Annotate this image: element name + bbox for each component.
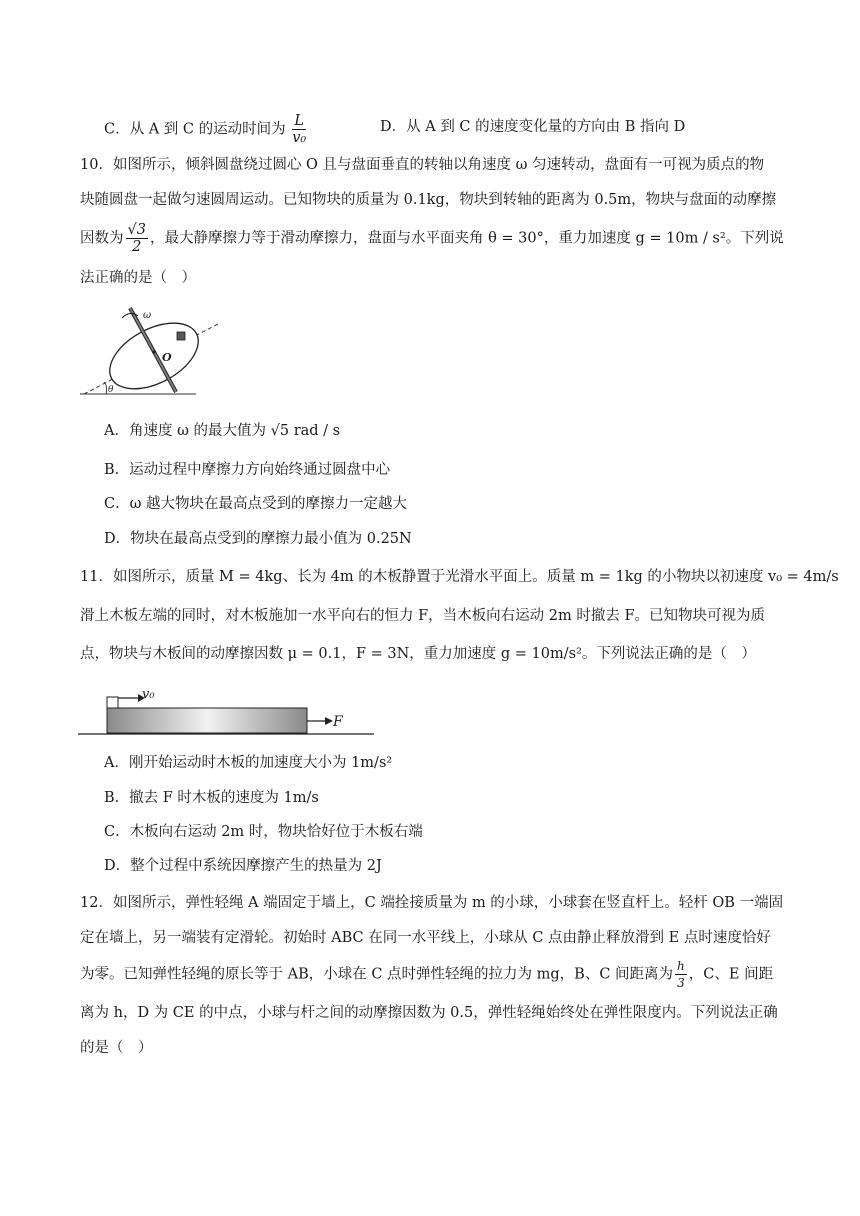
q10-stem-line-3 [80,222,784,255]
q10-stem-text: 因数为 [80,230,124,247]
theta-label: θ [108,385,114,395]
q10-figure [78,300,223,398]
q11-option-c: C．木板向右运动 2m 时，物块恰好位于木板右端 [104,824,423,840]
omega-label: ω [143,310,152,321]
q9-option-c-text: C．从 A 到 C 的运动时间为 [104,121,286,138]
q12-stem-line-3 [80,958,773,991]
q11-stem-line-2: 滑上木板左端的同时，对木板施加一水平向右的恒力 F，当木板向右运动 2m 时撤去 F。已知物块可视为质 [80,608,766,624]
force-label: F [333,714,343,730]
q11-stem-line-1: 11．如图所示，质量 M = 4kg、长为 4m 的木板静置于光滑水平面上。质量 m = 1kg 的小物块以初速度 v₀ = 4m/s [80,569,839,585]
q10-option-b: B．运动过程中摩擦力方向始终通过圆盘中心 [104,462,391,478]
v0-label: v₀ [142,687,155,702]
wooden-board [107,708,307,733]
q9-option-c [104,113,308,146]
q12-stem-line-1: 12．如图所示，弹性轻绳 A 端固定于墙上，C 端拴接质量为 m 的小球，小球套在竖直杆上。轻杆 OB 一端固 [80,895,784,911]
q10-fraction [126,222,148,255]
center-dot [152,350,155,353]
q9-option-c-fraction [292,113,306,146]
q10-option-d: D．物块在最高点受到的摩擦力最小值为 0.25N [104,531,412,547]
q12-fraction [675,958,687,991]
q10-stem-line-2: 块随圆盘一起做匀速圆周运动。已知物块的质量为 0.1kg，物块到转轴的距离为 0.5m，物块与盘面的动摩擦 [80,192,777,208]
center-label: O [162,351,172,364]
q12-stem-line-2: 定在墙上，另一端装有定滑轮。初始时 ABC 在同一水平线上，小球从 C 点由静止释放滑到 E 点时速度恰好 [80,930,771,946]
fraction-denominator: 3 [677,976,685,990]
q11-option-d: D．整个过程中系统因摩擦产生的热量为 2J [104,858,382,874]
q12-stem-line-4: 离为 h，D 为 CE 的中点，小球与杆之间的动摩擦因数为 0.5，弹性轻绳始终处在弹性限度内。下列说法正确 [80,1005,778,1021]
q11-figure [78,684,378,740]
q10-option-c: C．ω 越大物块在最高点受到的摩擦力一定越大 [104,496,408,512]
q9-option-d: D．从 A 到 C 的速度变化量的方向由 B 指向 D [380,119,686,135]
fraction-numerator: L [292,113,306,130]
q10-stem-line-4: 法正确的是（ ） [80,270,196,286]
q11-option-a: A．刚开始运动时木板的加速度大小为 1m/s² [104,755,393,771]
q10-stem-text: ，最大静摩擦力等于滑动摩擦力，盘面与水平面夹角 θ = 30°，重力加速度 g = 10m / s²。下列说 [149,230,784,247]
small-block [107,697,118,708]
fraction-denominator: v₀ [292,130,307,146]
q10-option-a: A．角速度 ω 的最大值为 √5 rad / s [104,423,341,439]
q11-option-b: B．撤去 F 时木板的速度为 1m/s [104,790,319,806]
q12-stem-text: 为零。已知弹性轻绳的原长等于 AB，小球在 C 点时弹性轻绳的拉力为 mg，B、C 间距离为 [80,966,674,983]
fraction-denominator: 2 [132,239,142,255]
block [177,332,185,340]
q12-stem-line-5: 的是（ ） [80,1040,153,1056]
q12-stem-text: ，C、E 间距 [688,966,774,983]
force-arrowhead-icon [325,717,333,725]
q11-stem-line-3: 点，物块与木板间的动摩擦因数 μ = 0.1，F = 3N，重力加速度 g = 10m/s²。下列说法正确的是（ ） [80,646,756,662]
fraction-numerator: √3 [127,222,146,238]
q10-stem-line-1: 10．如图所示，倾斜圆盘绕过圆心 O 且与盘面垂直的转轴以角速度 ω 匀速转动，盘面有一可视为质点的物 [80,157,765,173]
fraction-numerator: h [677,959,685,973]
